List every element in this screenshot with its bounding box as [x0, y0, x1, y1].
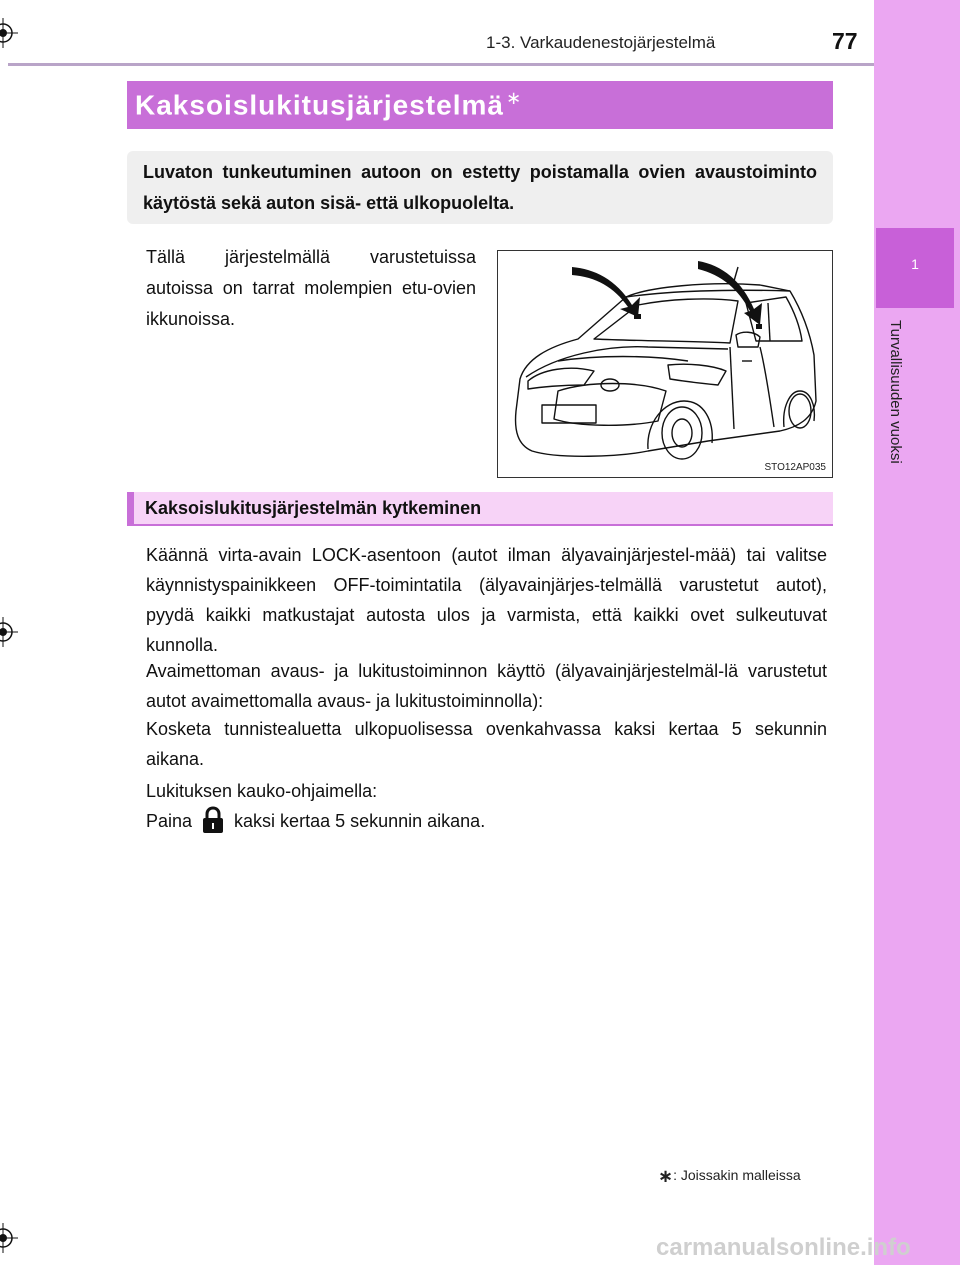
intro-text: Luvaton tunkeutuminen autoon on estetty poistamalla ovien avaustoiminto käytöstä sekä auton sisä- että ulkopuolelta. [143, 162, 817, 213]
footnote-text: : Joissakin malleissa [673, 1167, 801, 1183]
instruction-paragraph-3-continued [146, 806, 827, 836]
car-figure [497, 250, 833, 478]
instruction-paragraph-2: Avaimettoman avaus- ja lukitustoiminnon käyttö (älyavainjärjestelmäl-lä varustetut autot avaimettomalla avaus- ja lukitustoiminnolla): [146, 661, 827, 711]
chapter-number: 1 [911, 256, 919, 272]
lock-icon [200, 806, 226, 834]
chapter-label: Turvallisuuden vuoksi [887, 320, 904, 464]
registration-mark-icon [0, 18, 18, 48]
header-rule [8, 63, 874, 66]
chapter-side-tab [874, 0, 960, 1265]
press-instruction: kaksi kertaa 5 sekunnin aikana. [234, 811, 486, 831]
instruction-paragraph-2-continued: Kosketa tunnistealuetta ulkopuolisessa ovenkahvassa kaksi kertaa 5 sekunnin aikana. [146, 719, 827, 769]
figure-code: STO12AP035 [764, 462, 826, 473]
page-number: 77 [832, 28, 858, 54]
registration-mark-icon [0, 1223, 18, 1253]
footnote [658, 1166, 801, 1187]
watermark: carmanualsonline.info [656, 1234, 911, 1261]
optional-equipment-mark: ∗ [505, 88, 523, 108]
footnote-mark: ∗ [658, 1166, 674, 1186]
instruction-paragraph-3: Lukituksen kauko-ohjaimella: [146, 781, 378, 801]
section-header: 1-3. Varkaudenestojärjestelmä [486, 33, 716, 52]
section-title [135, 88, 522, 121]
registration-mark-icon [0, 617, 18, 647]
press-label: Paina [146, 811, 193, 831]
intro-box [127, 151, 833, 224]
instruction-paragraph-1: Käännä virta-avain LOCK-asentoon (autot ilman älyavainjärjestel-mää) tai valitse käynnistyspainikkeen OFF-toimintatila (älyavainjärjes-telmällä varustetut autot), pyydä kaikki matkustajat autosta ulos ja varmista, että kaikki ovet sulkeutuvat kunnolla. [146, 545, 827, 655]
section-title-bar [127, 81, 833, 129]
subsection-title: Kaksoislukitusjärjestelmän kytkeminen [145, 498, 482, 518]
body-paragraph: Tällä järjestelmällä varustetuissa autoissa on tarrat molempien etu-ovien ikkunoissa. [146, 247, 476, 329]
car-illustration-icon [498, 251, 833, 478]
section-title-text: Kaksoislukitusjärjestelmä [135, 89, 504, 121]
subsection-title-bar [127, 492, 833, 526]
chapter-number-box [876, 228, 954, 308]
